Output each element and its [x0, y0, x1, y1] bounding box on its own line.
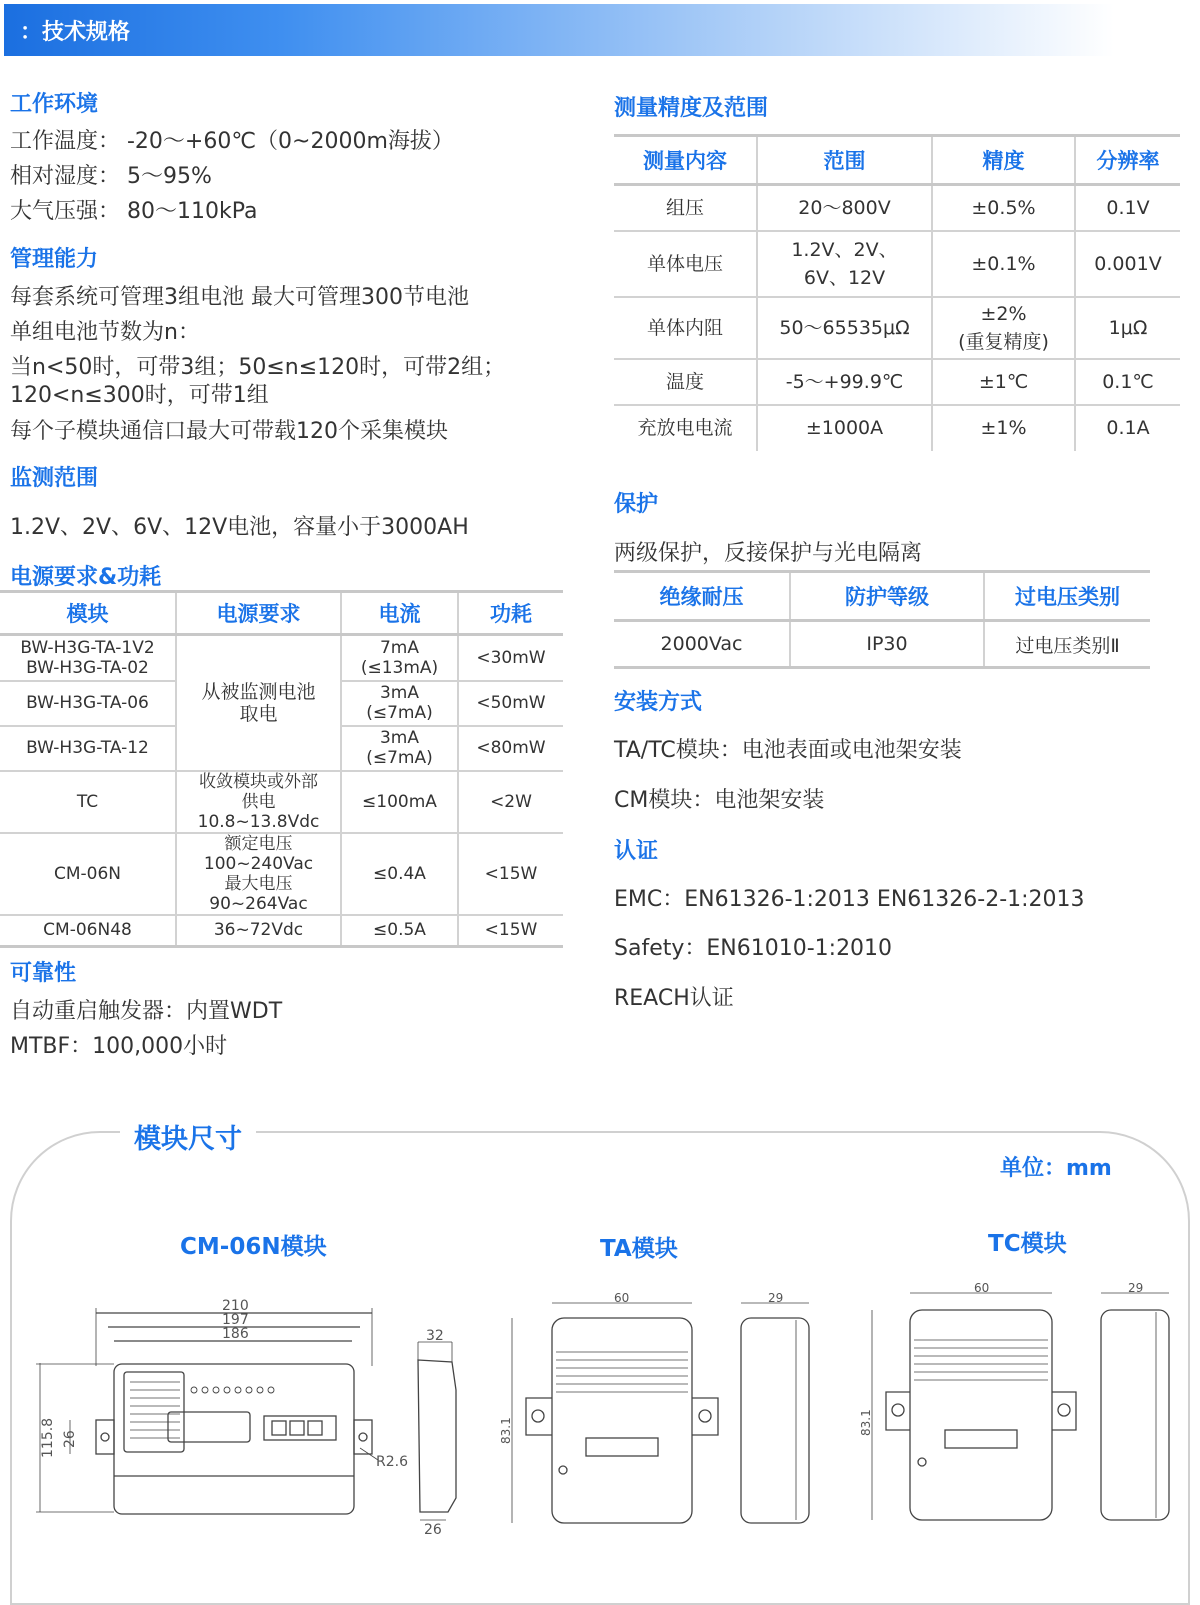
item-cell: 充放电电流	[614, 405, 757, 451]
dim-186: 186	[222, 1326, 249, 1342]
ta-dim-d: 29	[768, 1291, 784, 1305]
item-cell: 单体电压	[614, 231, 757, 297]
supply-cell: 额定电压 100~240Vac 最大电压 90~264Vac	[176, 833, 341, 915]
banner-title: ：技术规格	[20, 20, 131, 45]
accuracy-heading: 测量精度及范围	[614, 96, 769, 121]
mgmt-line: 120<n≤300时，可带1组	[10, 383, 269, 408]
mgmt-heading: 管理能力	[10, 247, 99, 272]
power-cell: <15W	[458, 833, 563, 915]
tc-title: TC模块	[988, 1231, 1067, 1257]
current-cell: ≤0.4A	[341, 833, 458, 915]
dim-115: 115.8	[40, 1417, 56, 1458]
current-cell: 7mA (≤13mA)	[341, 635, 458, 681]
cert-heading: 认证	[614, 839, 659, 864]
power-cell: <80mW	[458, 726, 563, 771]
resolution-cell: 0.001V	[1075, 231, 1180, 297]
cm06n-front-drawing	[36, 1308, 378, 1514]
item-cell: 温度	[614, 359, 757, 405]
range-cell: ±1000A	[757, 405, 932, 451]
monitor-text: 1.2V、2V、6V、12V电池，容量小于3000AH	[10, 515, 469, 540]
power-header: 电源要求	[176, 592, 341, 635]
accuracy-header: 精度	[932, 136, 1075, 185]
cert-line: Safety：EN61010-1:2010	[614, 936, 893, 961]
module-drawings	[0, 1280, 1200, 1540]
resolution-cell: 1μΩ	[1075, 297, 1180, 359]
range-cell: 50～65535μΩ	[757, 297, 932, 359]
table-row	[0, 635, 563, 681]
precision-cell: ±1%	[932, 405, 1075, 451]
mgmt-line: 单组电池节数为n：	[10, 320, 200, 345]
table-row	[614, 231, 1180, 297]
accuracy-table	[614, 134, 1180, 451]
power-header: 电流	[341, 592, 458, 635]
table-row	[614, 185, 1180, 231]
table-row	[0, 915, 563, 947]
table-row	[614, 359, 1180, 405]
tc-dim-h: 83.1	[859, 1409, 873, 1436]
cert-line: REACH认证	[614, 986, 734, 1011]
table-row	[0, 771, 563, 833]
dim-210: 210	[222, 1298, 249, 1314]
ta-title: TA模块	[600, 1236, 678, 1262]
current-cell: ≤100mA	[341, 771, 458, 833]
model-cell: TC	[0, 771, 176, 833]
current-cell: ≤0.5A	[341, 915, 458, 947]
current-cell: 3mA (≤7mA)	[341, 726, 458, 771]
env-heading: 工作环境	[10, 92, 99, 117]
supply-cell: 收敛模块或外部 供电 10.8~13.8Vdc	[176, 771, 341, 833]
unit-label: 单位：mm	[1000, 1156, 1112, 1181]
power-heading: 电源要求&功耗	[10, 565, 162, 590]
dim-r26: R2.6	[376, 1454, 408, 1470]
range-cell: 20～800V	[757, 185, 932, 231]
section-banner	[4, 4, 1114, 56]
precision-cell: ±2% (重复精度)	[932, 297, 1075, 359]
model-cell: BW-H3G-TA-1V2 BW-H3G-TA-02	[0, 635, 176, 681]
table-row	[0, 833, 563, 915]
power-cell: <2W	[458, 771, 563, 833]
resolution-cell: 0.1V	[1075, 185, 1180, 231]
accuracy-header: 测量内容	[614, 136, 757, 185]
power-header: 功耗	[458, 592, 563, 635]
mgmt-line: 每个子模块通信口最大可带载120个采集模块	[10, 419, 448, 444]
power-cell: <30mW	[458, 635, 563, 681]
cm06n-side-drawing	[418, 1342, 456, 1520]
env-line: 工作温度： -20～+60℃（0~2000m海拔）	[10, 129, 454, 154]
install-line: TA/TC模块：电池表面或电池架安装	[614, 738, 962, 763]
tc-front-drawing	[872, 1293, 1169, 1520]
table-row	[614, 405, 1180, 451]
model-cell: CM-06N48	[0, 915, 176, 947]
accuracy-header: 分辨率	[1075, 136, 1180, 185]
protection-heading: 保护	[614, 492, 659, 517]
item-cell: 组压	[614, 185, 757, 231]
dim-197: 197	[222, 1312, 249, 1328]
cert-line: EMC：EN61326-1:2013 EN61326-2-1:2013	[614, 887, 1085, 912]
env-line: 大气压强： 80～110kPa	[10, 199, 258, 224]
accuracy-header: 范围	[757, 136, 932, 185]
supply-cell: 36~72Vdc	[176, 915, 341, 947]
power-table	[0, 590, 563, 948]
protection-value: 过电压类别Ⅱ	[984, 621, 1150, 668]
precision-cell: ±1℃	[932, 359, 1075, 405]
range-cell: -5～+99.9℃	[757, 359, 932, 405]
dim-26b: 26	[424, 1522, 442, 1538]
model-cell: BW-H3G-TA-06	[0, 681, 176, 726]
protection-value: IP30	[790, 621, 984, 668]
model-cell: CM-06N	[0, 833, 176, 915]
mgmt-line: 每套系统可管理3组电池 最大可管理300节电池	[10, 285, 469, 310]
reliability-line: 自动重启触发器：内置WDT	[10, 999, 283, 1024]
dim-26a: 26	[62, 1430, 78, 1448]
power-cell: <15W	[458, 915, 563, 947]
precision-cell: ±0.5%	[932, 185, 1075, 231]
protection-header: 绝缘耐压	[614, 572, 790, 621]
range-cell: 1.2V、2V、 6V、12V	[757, 231, 932, 297]
install-line: CM模块：电池架安装	[614, 788, 825, 813]
table-row	[614, 621, 1150, 668]
protection-header: 防护等级	[790, 572, 984, 621]
env-line: 相对湿度： 5～95%	[10, 164, 212, 189]
dimensions-title: 模块尺寸	[120, 1117, 256, 1156]
table-row	[614, 297, 1180, 359]
tc-dim-w: 60	[974, 1281, 990, 1295]
dim-32: 32	[426, 1328, 444, 1344]
ta-dim-w: 60	[614, 1291, 630, 1305]
mgmt-line: 当n<50时，可带3组；50≤n≤120时，可带2组；	[10, 355, 506, 380]
resolution-cell: 0.1A	[1075, 405, 1180, 451]
ta-front-drawing	[512, 1303, 809, 1523]
protection-text: 两级保护，反接保护与光电隔离	[614, 541, 923, 566]
current-cell: 3mA (≤7mA)	[341, 681, 458, 726]
power-cell: <50mW	[458, 681, 563, 726]
protection-value: 2000Vac	[614, 621, 790, 668]
ta-dim-h: 83.1	[499, 1417, 513, 1444]
reliability-heading: 可靠性	[10, 961, 77, 986]
monitor-heading: 监测范围	[10, 466, 99, 491]
cm-title: CM-06N模块	[180, 1234, 327, 1260]
protection-table	[614, 570, 1150, 669]
tc-dim-d: 29	[1128, 1281, 1144, 1295]
reliability-line: MTBF：100,000小时	[10, 1034, 228, 1059]
item-cell: 单体内阻	[614, 297, 757, 359]
model-cell: BW-H3G-TA-12	[0, 726, 176, 771]
precision-cell: ±0.1%	[932, 231, 1075, 297]
power-header: 模块	[0, 592, 176, 635]
install-heading: 安装方式	[614, 690, 703, 715]
protection-header: 过电压类别	[984, 572, 1150, 621]
supply-cell: 从被监测电池取电	[176, 635, 341, 771]
resolution-cell: 0.1℃	[1075, 359, 1180, 405]
